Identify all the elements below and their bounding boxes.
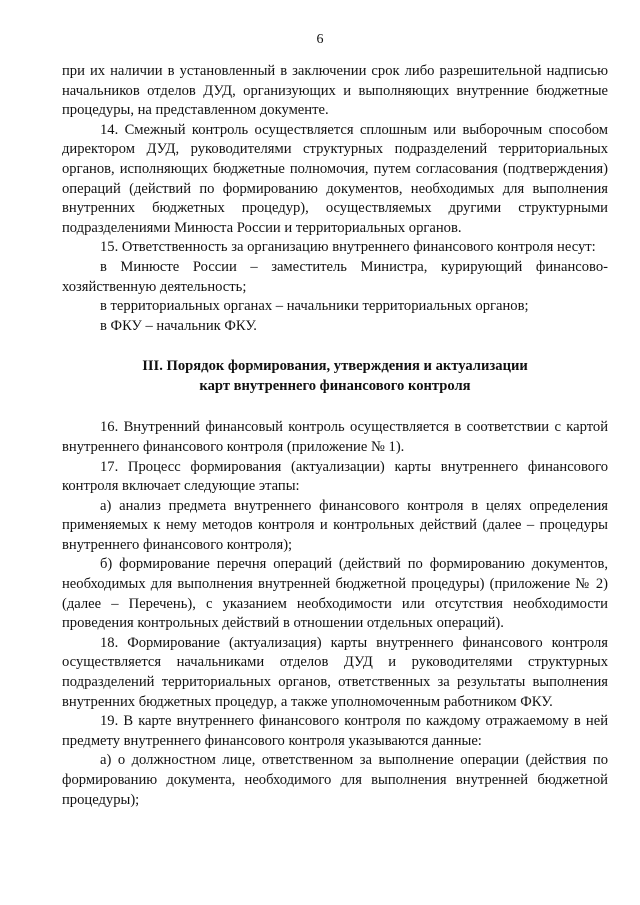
paragraph: 17. Процесс формирования (актуализации) карты внутреннего финансового контроля включает следующие этапы: bbox=[62, 458, 608, 495]
paragraph: а) анализ предмета внутреннего финансового контроля в целях определения применяемых к нему методов контроля и контрольных действий (далее – процедуры внутреннего финансового контроля); bbox=[62, 497, 608, 553]
section-heading-line: III. Порядок формирования, утверждения и актуализации bbox=[142, 358, 528, 375]
paragraph: 18. Формирование (актуализация) карты внутреннего финансового контроля осуществляется начальниками отделов ДУД и руководителями структурных подразделений территориальных органов, ответственных за результаты выполнения внутренних бюджетных процедур, а также уполномоченным работником ФКУ. bbox=[62, 634, 608, 710]
paragraph: при их наличии в установленный в заключении срок либо разрешительной надписью начальников отделов ДУД, организующих и выполняющих внутренние бюджетные процедуры, на представленном документе. bbox=[62, 63, 608, 119]
paragraph: 16. Внутренний финансовый контроль осуществляется в соответствии с картой внутреннего финансового контроля (приложение № 1). bbox=[62, 419, 608, 455]
page-number: 6 bbox=[316, 32, 324, 47]
document-body bbox=[62, 62, 608, 810]
paragraph: 19. В карте внутреннего финансового контроля по каждому отражаемому в ней предмету внутреннего финансового контроля указываются данные: bbox=[62, 713, 608, 749]
paragraph: в ФКУ – начальник ФКУ. bbox=[100, 317, 257, 334]
paragraph: б) формирование перечня операций (действий по формированию документов, необходимых для выполнения внутренней бюджетной процедуры) (приложение № 2) (далее – Перечень), с указанием необходимости или отсутствия необходимости проведения контрольных действий в отношении отдельных операций). bbox=[62, 556, 608, 632]
paragraph: в территориальных органах – начальники территориальных органов; bbox=[100, 298, 529, 315]
section-heading bbox=[62, 356, 608, 396]
paragraph: 15. Ответственность за организацию внутреннего финансового контроля несут: bbox=[100, 239, 596, 256]
paragraph: 14. Смежный контроль осуществляется сплошным или выборочным способом директором ДУД, руководителями структурных подразделений территориальных органов, исполняющих бюджетные полномочия, путем согласования (подтверждения) операций (действий по формированию документов, необходимых для выполнения внутренних бюджетных процедур), осуществляемых другими структурными подразделениями Минюста России и территориальных органов. bbox=[62, 121, 608, 236]
paragraph: в Минюсте России – заместитель Министра, курирующий финансово-хозяйственную деятельность; bbox=[62, 258, 608, 295]
paragraph: а) о должностном лице, ответственном за выполнение операции (действия по формированию документа, необходимого для выполнения внутренней бюджетной процедуры); bbox=[62, 752, 608, 808]
section-heading-line: карт внутреннего финансового контроля bbox=[199, 378, 471, 395]
